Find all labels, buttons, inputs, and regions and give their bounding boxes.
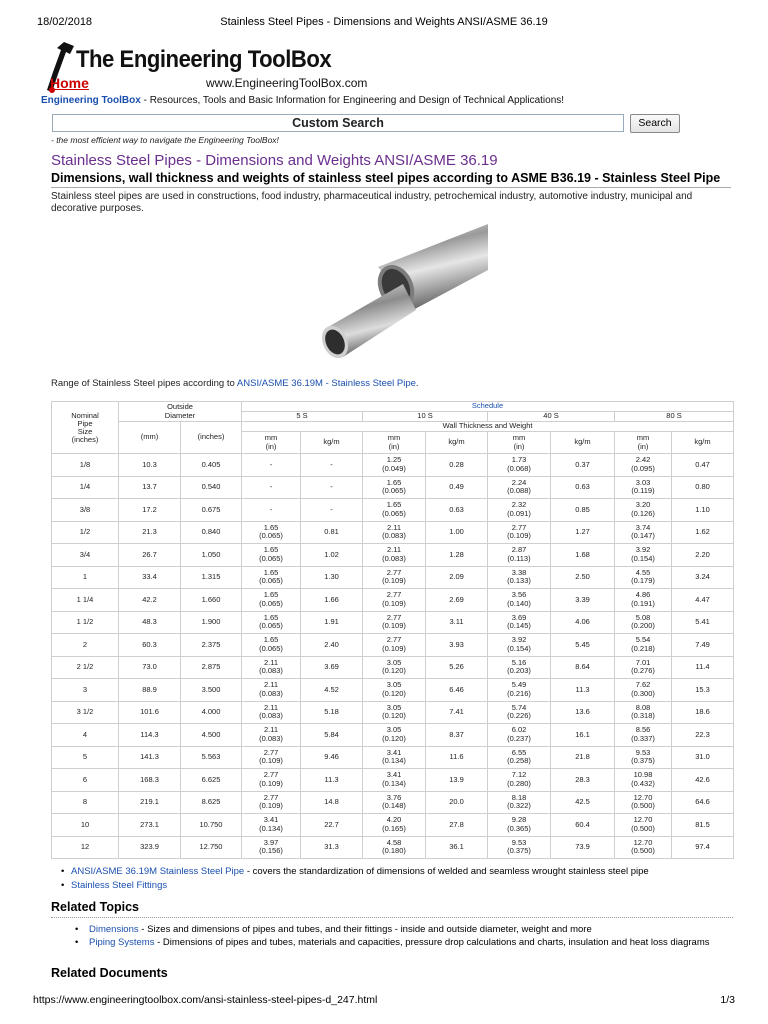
cell-5s-wall: 2.77 (0.109)	[242, 791, 301, 814]
cell-40s-wall: 6.02 (0.237)	[488, 724, 551, 747]
cell-10s-wall: 3.41 (0.134)	[363, 746, 426, 769]
cell-5s-kgm: -	[301, 499, 363, 522]
cell-nominal-size: 8	[52, 791, 119, 814]
print-date: 18/02/2018	[37, 16, 93, 28]
cell-od-mm: 141.3	[119, 746, 181, 769]
cell-40s-kgm: 2.50	[551, 566, 615, 589]
cell-10s-wall: 4.58 (0.180)	[363, 836, 426, 859]
cell-80s-kgm: 11.4	[672, 656, 734, 679]
cell-40s-wall: 3.92 (0.154)	[488, 634, 551, 657]
cell-5s-kgm: 5.18	[301, 701, 363, 724]
table-row	[52, 476, 734, 499]
header-sch-5s: 5 S	[242, 412, 363, 422]
cell-40s-kgm: 5.45	[551, 634, 615, 657]
cell-10s-kgm: 0.28	[426, 454, 488, 477]
cell-40s-wall: 9.53 (0.375)	[488, 836, 551, 859]
table-row	[52, 611, 734, 634]
dimensions-link[interactable]: Dimensions	[89, 924, 139, 935]
cell-10s-kgm: 3.93	[426, 634, 488, 657]
piping-systems-link[interactable]: Piping Systems	[89, 937, 155, 948]
cell-10s-wall: 1.25 (0.049)	[363, 454, 426, 477]
header-5s-kgm: kg/m	[301, 432, 363, 454]
cell-40s-kgm: 60.4	[551, 814, 615, 837]
cell-80s-wall: 3.03 (0.119)	[615, 476, 672, 499]
cell-nominal-size: 1 1/4	[52, 589, 119, 612]
cell-80s-kgm: 1.62	[672, 521, 734, 544]
cell-10s-wall: 3.05 (0.120)	[363, 656, 426, 679]
cell-5s-wall: 1.65 (0.065)	[242, 589, 301, 612]
cell-5s-kgm: 1.66	[301, 589, 363, 612]
cell-10s-wall: 1.65 (0.065)	[363, 476, 426, 499]
cell-5s-wall: -	[242, 499, 301, 522]
header-od-mm: (mm)	[119, 422, 181, 454]
table-row	[52, 544, 734, 567]
cell-10s-wall: 3.05 (0.120)	[363, 701, 426, 724]
cell-40s-wall: 1.73 (0.068)	[488, 454, 551, 477]
cell-80s-wall: 4.86 (0.191)	[615, 589, 672, 612]
cell-80s-kgm: 97.4	[672, 836, 734, 859]
site-logo[interactable]	[44, 40, 374, 96]
cell-5s-wall: 1.65 (0.065)	[242, 544, 301, 567]
cell-10s-wall: 3.41 (0.134)	[363, 769, 426, 792]
table-row	[52, 656, 734, 679]
cell-10s-kgm: 2.69	[426, 589, 488, 612]
header-10s-mm: mm (in)	[363, 432, 426, 454]
table-row	[52, 769, 734, 792]
cell-80s-kgm: 3.24	[672, 566, 734, 589]
header-nominal-pipe-size: Nominal Pipe Size (inches)	[52, 402, 119, 454]
home-link[interactable]: Home	[50, 75, 89, 91]
cell-5s-kgm: 11.3	[301, 769, 363, 792]
cell-40s-kgm: 3.39	[551, 589, 615, 612]
cell-5s-wall: -	[242, 454, 301, 477]
cell-40s-kgm: 42.5	[551, 791, 615, 814]
header-40s-kgm: kg/m	[551, 432, 615, 454]
cell-40s-wall: 2.32 (0.091)	[488, 499, 551, 522]
table-row	[52, 679, 734, 702]
cell-5s-wall: 3.97 (0.156)	[242, 836, 301, 859]
cell-od-mm: 17.2	[119, 499, 181, 522]
cell-10s-kgm: 1.28	[426, 544, 488, 567]
cell-nominal-size: 12	[52, 836, 119, 859]
header-40s-mm: mm (in)	[488, 432, 551, 454]
cell-80s-kgm: 2.20	[672, 544, 734, 567]
cell-40s-wall: 2.77 (0.109)	[488, 521, 551, 544]
cell-5s-kgm: 5.84	[301, 724, 363, 747]
cell-10s-wall: 2.11 (0.083)	[363, 544, 426, 567]
cell-80s-wall: 7.01 (0.276)	[615, 656, 672, 679]
cell-5s-wall: 2.11 (0.083)	[242, 679, 301, 702]
cell-od-mm: 323.9	[119, 836, 181, 859]
header-5s-mm: mm (in)	[242, 432, 301, 454]
cell-10s-kgm: 7.41	[426, 701, 488, 724]
page-title: Stainless Steel Pipes - Dimensions and Weights ANSI/ASME 36.19	[51, 152, 498, 169]
cell-10s-kgm: 8.37	[426, 724, 488, 747]
cell-od-inches: 0.840	[181, 521, 242, 544]
cell-80s-wall: 12.70 (0.500)	[615, 814, 672, 837]
header-80s-kgm: kg/m	[672, 432, 734, 454]
cell-80s-wall: 8.08 (0.318)	[615, 701, 672, 724]
cell-10s-kgm: 2.09	[426, 566, 488, 589]
topic-description: - Sizes and dimensions of pipes and tubes, and their fittings - inside and outside diameter, weight and more	[138, 924, 592, 935]
cell-od-inches: 12.750	[181, 836, 242, 859]
cell-od-inches: 0.675	[181, 499, 242, 522]
cell-5s-kgm: -	[301, 476, 363, 499]
cell-80s-kgm: 15.3	[672, 679, 734, 702]
cell-80s-kgm: 42.6	[672, 769, 734, 792]
search-note: - the most efficient way to navigate the Engineering ToolBox!	[51, 135, 279, 145]
related-topics-heading: Related Topics	[51, 900, 733, 918]
cell-od-inches: 8.625	[181, 791, 242, 814]
cell-40s-kgm: 8.64	[551, 656, 615, 679]
cell-40s-wall: 5.16 (0.203)	[488, 656, 551, 679]
cell-nominal-size: 1/8	[52, 454, 119, 477]
cell-10s-wall: 1.65 (0.065)	[363, 499, 426, 522]
link-description: - covers the standardization of dimensions of welded and seamless wrought stainless steel pipe	[244, 866, 649, 877]
cell-5s-wall: 2.11 (0.083)	[242, 724, 301, 747]
table-row	[52, 724, 734, 747]
cell-10s-wall: 4.20 (0.165)	[363, 814, 426, 837]
header-sch-10s: 10 S	[363, 412, 488, 422]
cell-40s-kgm: 11.3	[551, 679, 615, 702]
table-row	[52, 499, 734, 522]
header-wall-thickness: Wall Thickness and Weight	[242, 422, 734, 432]
cell-5s-kgm: 1.30	[301, 566, 363, 589]
cell-5s-wall: 2.11 (0.083)	[242, 701, 301, 724]
cell-5s-wall: 1.65 (0.065)	[242, 566, 301, 589]
cell-10s-wall: 2.77 (0.109)	[363, 611, 426, 634]
cell-10s-kgm: 20.0	[426, 791, 488, 814]
cell-od-mm: 42.2	[119, 589, 181, 612]
cell-80s-kgm: 81.5	[672, 814, 734, 837]
cell-80s-wall: 10.98 (0.432)	[615, 769, 672, 792]
cell-10s-kgm: 36.1	[426, 836, 488, 859]
cell-od-inches: 0.540	[181, 476, 242, 499]
cell-od-mm: 168.3	[119, 769, 181, 792]
cell-40s-wall: 5.74 (0.226)	[488, 701, 551, 724]
cell-80s-wall: 3.20 (0.126)	[615, 499, 672, 522]
cell-10s-wall: 2.77 (0.109)	[363, 589, 426, 612]
cell-10s-wall: 3.05 (0.120)	[363, 679, 426, 702]
cell-od-mm: 10.3	[119, 454, 181, 477]
cell-od-mm: 219.1	[119, 791, 181, 814]
cell-80s-wall: 5.54 (0.218)	[615, 634, 672, 657]
cell-10s-kgm: 5.26	[426, 656, 488, 679]
cell-od-inches: 0.405	[181, 454, 242, 477]
cell-5s-kgm: 31.3	[301, 836, 363, 859]
cell-40s-kgm: 1.68	[551, 544, 615, 567]
header-10s-kgm: kg/m	[426, 432, 488, 454]
intro-paragraph: Stainless steel pipes are used in constructions, food industry, pharmaceutical industry, petrochemical industry, automotive industry, municipal and decorative purposes.	[51, 191, 693, 214]
search-input[interactable]: Custom Search	[52, 114, 624, 132]
header-sch-80s: 80 S	[615, 412, 734, 422]
cell-nominal-size: 3/4	[52, 544, 119, 567]
cell-5s-kgm: 1.02	[301, 544, 363, 567]
cell-5s-wall: 1.65 (0.065)	[242, 521, 301, 544]
cell-od-mm: 60.3	[119, 634, 181, 657]
cell-od-mm: 13.7	[119, 476, 181, 499]
cell-80s-kgm: 5.41	[672, 611, 734, 634]
cell-80s-wall: 3.92 (0.154)	[615, 544, 672, 567]
cell-40s-kgm: 28.3	[551, 769, 615, 792]
brand-name: The Engineering ToolBox	[76, 46, 332, 73]
cell-10s-wall: 2.77 (0.109)	[363, 634, 426, 657]
print-page-number: 1/3	[720, 994, 735, 1006]
table-row	[52, 836, 734, 859]
cell-nominal-size: 1/4	[52, 476, 119, 499]
cell-od-mm: 26.7	[119, 544, 181, 567]
table-row	[52, 566, 734, 589]
cell-5s-kgm: 1.91	[301, 611, 363, 634]
cell-80s-wall: 12.70 (0.500)	[615, 791, 672, 814]
asme-36-19m-link[interactable]: ANSI/ASME 36.19M - Stainless Steel Pipe	[236, 378, 416, 389]
cell-80s-kgm: 22.3	[672, 724, 734, 747]
topic-description: - Dimensions of pipes and tubes, materials and capacities, pressure drop calculations and charts, insulation and heat loss diagrams	[154, 937, 710, 948]
cell-10s-kgm: 1.00	[426, 521, 488, 544]
cell-40s-wall: 2.24 (0.088)	[488, 476, 551, 499]
cell-10s-kgm: 27.8	[426, 814, 488, 837]
cell-80s-wall: 8.56 (0.337)	[615, 724, 672, 747]
cell-5s-kgm: 0.81	[301, 521, 363, 544]
asme-standard-link[interactable]: ANSI/ASME 36.19M Stainless Steel Pipe	[71, 866, 245, 877]
cell-nominal-size: 3/8	[52, 499, 119, 522]
table-row	[52, 521, 734, 544]
cell-80s-wall: 2.42 (0.095)	[615, 454, 672, 477]
cell-40s-wall: 7.12 (0.280)	[488, 769, 551, 792]
cell-od-inches: 4.500	[181, 724, 242, 747]
cell-80s-kgm: 4.47	[672, 589, 734, 612]
cell-80s-wall: 4.55 (0.179)	[615, 566, 672, 589]
stainless-fittings-link[interactable]: Stainless Steel Fittings	[71, 880, 168, 891]
cell-80s-kgm: 18.6	[672, 701, 734, 724]
related-topics-list	[89, 924, 729, 950]
cell-nominal-size: 1/2	[52, 521, 119, 544]
header-schedule: Schedule	[242, 402, 734, 412]
cell-5s-kgm: 9.46	[301, 746, 363, 769]
cell-nominal-size: 10	[52, 814, 119, 837]
list-item	[89, 924, 729, 935]
cell-10s-kgm: 6.46	[426, 679, 488, 702]
cell-od-mm: 114.3	[119, 724, 181, 747]
reference-links	[71, 866, 649, 894]
cell-40s-wall: 2.87 (0.113)	[488, 544, 551, 567]
range-note	[51, 378, 419, 389]
cell-nominal-size: 1 1/2	[52, 611, 119, 634]
cell-od-mm: 73.0	[119, 656, 181, 679]
site-url: www.EngineeringToolBox.com	[206, 76, 368, 90]
cell-od-inches: 1.660	[181, 589, 242, 612]
cell-80s-wall: 12.70 (0.500)	[615, 836, 672, 859]
cell-10s-kgm: 3.11	[426, 611, 488, 634]
cell-10s-kgm: 0.63	[426, 499, 488, 522]
cell-80s-kgm: 64.6	[672, 791, 734, 814]
cell-5s-wall: 1.65 (0.065)	[242, 634, 301, 657]
cell-40s-kgm: 0.63	[551, 476, 615, 499]
print-title: Stainless Steel Pipes - Dimensions and Weights ANSI/ASME 36.19	[220, 16, 548, 28]
cell-od-inches: 1.315	[181, 566, 242, 589]
cell-10s-wall: 3.76 (0.148)	[363, 791, 426, 814]
cell-nominal-size: 2 1/2	[52, 656, 119, 679]
cell-nominal-size: 3 1/2	[52, 701, 119, 724]
cell-80s-kgm: 31.0	[672, 746, 734, 769]
range-note-prefix: Range of Stainless Steel pipes according to	[51, 378, 237, 389]
cell-5s-wall: 2.77 (0.109)	[242, 746, 301, 769]
table-row	[52, 701, 734, 724]
cell-nominal-size: 2	[52, 634, 119, 657]
cell-80s-kgm: 0.80	[672, 476, 734, 499]
cell-40s-kgm: 0.85	[551, 499, 615, 522]
list-item	[71, 866, 649, 877]
list-item	[71, 880, 649, 891]
cell-10s-wall: 3.05 (0.120)	[363, 724, 426, 747]
table-row	[52, 589, 734, 612]
cell-80s-kgm: 0.47	[672, 454, 734, 477]
cell-5s-kgm: 14.8	[301, 791, 363, 814]
cell-od-inches: 3.500	[181, 679, 242, 702]
cell-nominal-size: 4	[52, 724, 119, 747]
stainless-pipe-table	[51, 401, 734, 859]
related-documents-heading: Related Documents	[51, 966, 168, 980]
cell-nominal-size: 1	[52, 566, 119, 589]
cell-od-inches: 4.000	[181, 701, 242, 724]
cell-40s-kgm: 16.1	[551, 724, 615, 747]
cell-40s-wall: 8.18 (0.322)	[488, 791, 551, 814]
cell-5s-kgm: 22.7	[301, 814, 363, 837]
cell-40s-wall: 3.56 (0.140)	[488, 589, 551, 612]
cell-40s-kgm: 73.9	[551, 836, 615, 859]
cell-od-inches: 1.050	[181, 544, 242, 567]
stainless-pipe-image	[308, 222, 493, 367]
toolbox-link[interactable]: Engineering ToolBox	[41, 95, 141, 106]
cell-od-inches: 2.375	[181, 634, 242, 657]
table-row	[52, 791, 734, 814]
header-outside-diameter: Outside Diameter	[119, 402, 242, 422]
cell-80s-wall: 3.74 (0.147)	[615, 521, 672, 544]
cell-80s-wall: 5.08 (0.200)	[615, 611, 672, 634]
cell-80s-kgm: 1.10	[672, 499, 734, 522]
cell-5s-kgm: -	[301, 454, 363, 477]
cell-10s-wall: 2.11 (0.083)	[363, 521, 426, 544]
table-row	[52, 746, 734, 769]
cell-40s-kgm: 13.6	[551, 701, 615, 724]
table-row	[52, 634, 734, 657]
table-row	[52, 814, 734, 837]
cell-5s-kgm: 2.40	[301, 634, 363, 657]
cell-nominal-size: 5	[52, 746, 119, 769]
tagline-text: - Resources, Tools and Basic Information for Engineering and Design of Technical Applications!	[140, 95, 565, 106]
cell-5s-wall: 2.11 (0.083)	[242, 656, 301, 679]
cell-10s-kgm: 0.49	[426, 476, 488, 499]
cell-40s-wall: 5.49 (0.216)	[488, 679, 551, 702]
cell-5s-kgm: 3.69	[301, 656, 363, 679]
header-od-inches: (inches)	[181, 422, 242, 454]
cell-od-mm: 88.9	[119, 679, 181, 702]
page-subtitle: Dimensions, wall thickness and weights of stainless steel pipes according to ASME B36.19 - Stainless Steel Pipe	[51, 171, 731, 188]
cell-10s-wall: 2.77 (0.109)	[363, 566, 426, 589]
cell-od-inches: 10.750	[181, 814, 242, 837]
cell-nominal-size: 3	[52, 679, 119, 702]
cell-40s-kgm: 1.27	[551, 521, 615, 544]
range-note-suffix: .	[415, 378, 419, 389]
cell-10s-kgm: 11.6	[426, 746, 488, 769]
cell-40s-kgm: 21.8	[551, 746, 615, 769]
cell-5s-wall: -	[242, 476, 301, 499]
cell-10s-kgm: 13.9	[426, 769, 488, 792]
cell-5s-wall: 3.41 (0.134)	[242, 814, 301, 837]
cell-80s-wall: 7.62 (0.300)	[615, 679, 672, 702]
cell-od-inches: 6.625	[181, 769, 242, 792]
cell-od-mm: 21.3	[119, 521, 181, 544]
cell-40s-wall: 3.69 (0.145)	[488, 611, 551, 634]
cell-5s-wall: 1.65 (0.065)	[242, 611, 301, 634]
cell-nominal-size: 6	[52, 769, 119, 792]
list-item	[89, 937, 729, 948]
cell-40s-kgm: 4.06	[551, 611, 615, 634]
cell-od-mm: 33.4	[119, 566, 181, 589]
tagline	[41, 95, 564, 106]
cell-40s-wall: 6.55 (0.258)	[488, 746, 551, 769]
cell-5s-wall: 2.77 (0.109)	[242, 769, 301, 792]
cell-40s-wall: 3.38 (0.133)	[488, 566, 551, 589]
cell-40s-kgm: 0.37	[551, 454, 615, 477]
cell-80s-kgm: 7.49	[672, 634, 734, 657]
header-80s-mm: mm (in)	[615, 432, 672, 454]
cell-od-mm: 101.6	[119, 701, 181, 724]
cell-od-inches: 2.875	[181, 656, 242, 679]
cell-od-inches: 1.900	[181, 611, 242, 634]
header-sch-40s: 40 S	[488, 412, 615, 422]
cell-od-mm: 273.1	[119, 814, 181, 837]
table-row	[52, 454, 734, 477]
cell-40s-wall: 9.28 (0.365)	[488, 814, 551, 837]
search-button[interactable]: Search	[630, 114, 680, 133]
cell-od-mm: 48.3	[119, 611, 181, 634]
cell-5s-kgm: 4.52	[301, 679, 363, 702]
print-url: https://www.engineeringtoolbox.com/ansi-stainless-steel-pipes-d_247.html	[33, 994, 378, 1006]
cell-od-inches: 5.563	[181, 746, 242, 769]
cell-80s-wall: 9.53 (0.375)	[615, 746, 672, 769]
